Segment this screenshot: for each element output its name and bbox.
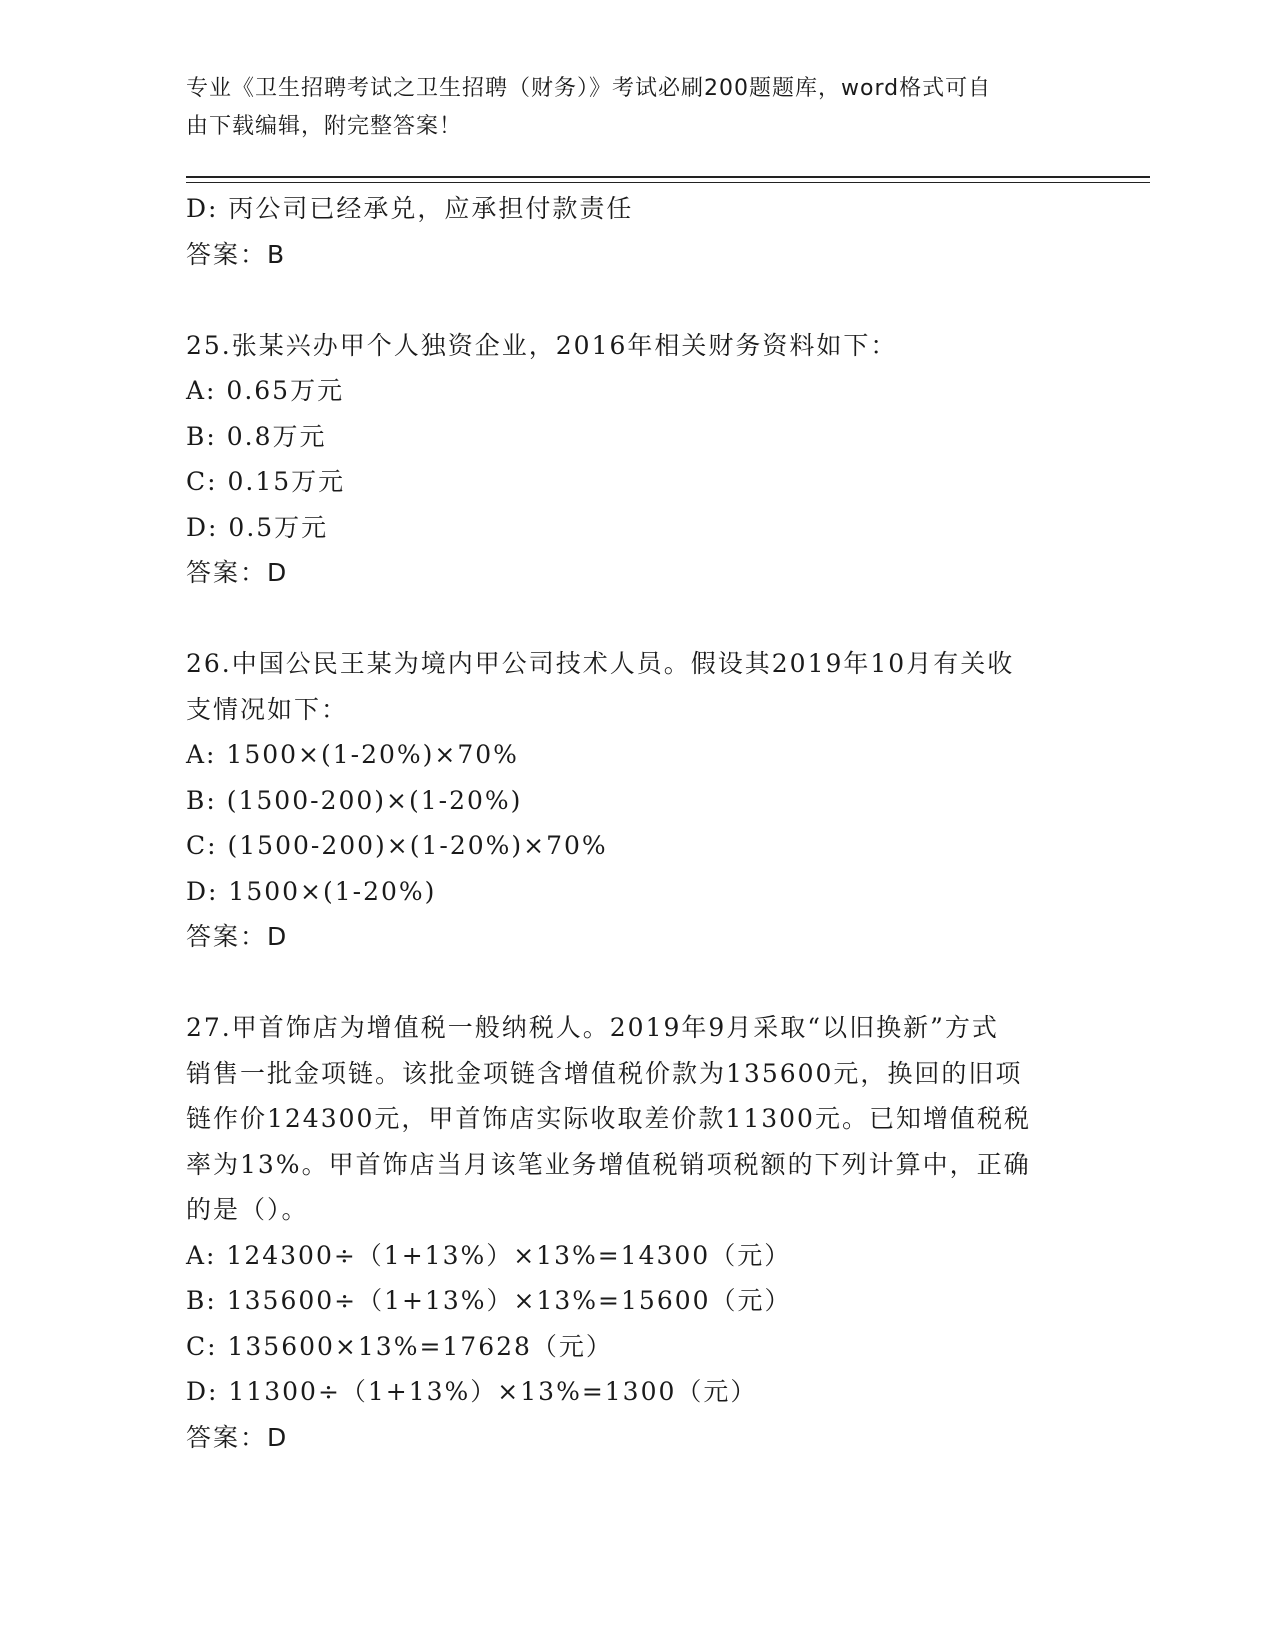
question-stem-line: 链作价124300元，甲首饰店实际收取差价款11300元。已知增值税税 [186,1104,1031,1133]
option-a: A: 124300÷（1+13%）×13%=14300（元） [186,1240,792,1270]
question-stem-line: 率为13%。甲首饰店当月该笔业务增值税销项税额的下列计算中，正确 [186,1149,1031,1179]
question-27 [186,1005,1086,1460]
option-c: C: 135600×13%=17628（元） [186,1331,613,1361]
header-title-line-2: 由下载编辑，附完整答案！ [186,114,463,139]
question-26 [186,641,1086,960]
option-c: C: 0.15万元 [186,467,346,496]
spacer [186,277,1086,323]
previous-question-tail [186,186,1086,277]
spacer [186,960,1086,1006]
answer-line: 答案：D [186,922,289,951]
option-c: C: (1500-200)×(1-20%)×70% [186,831,608,860]
question-25 [186,323,1086,596]
option-a: A: 0.65万元 [186,376,345,405]
option-b: B: (1500-200)×(1-20%) [186,785,523,815]
option-d: D: 0.5万元 [186,512,329,542]
option-d: D: 1500×(1-20%) [186,876,437,906]
question-stem-line: 25.张某兴办甲个人独资企业，2016年相关财务资料如下： [186,330,898,360]
header-rule-thin [186,182,1150,183]
option-b: B: 135600÷（1+13%）×13%=15600（元） [186,1286,792,1315]
option-a: A: 1500×(1-20%)×70% [186,740,519,769]
question-stem-line: 的是（）。 [186,1195,309,1224]
question-stem-line: 26.中国公民王某为境内甲公司技术人员。假设其2019年10月有关收 [186,649,1015,678]
answer-line: 答案：D [186,1422,289,1452]
question-stem-line: 销售一批金项链。该批金项链含增值税价款为135600元，换回的旧项 [186,1058,1023,1088]
question-stem-line: 支情况如下： [186,694,349,724]
header-title-line-1: 专业《卫生招聘考试之卫生招聘（财务）》考试必刷200题题库，word格式可自 [186,76,992,101]
page-header [186,70,1066,146]
option-b: B: 0.8万元 [186,421,327,451]
answer-line: 答案：B [186,239,287,269]
spacer [186,596,1086,642]
header-rule-thick [186,176,1150,178]
document-body [186,186,1086,1460]
option-d: D: 11300÷（1+13%）×13%=1300（元） [186,1377,758,1406]
option-d: D: 丙公司已经承兑，应承担付款责任 [186,194,634,223]
question-stem-line: 27.甲首饰店为增值税一般纳税人。2019年9月采取“以旧换新”方式 [186,1013,999,1042]
answer-line: 答案：D [186,558,289,587]
